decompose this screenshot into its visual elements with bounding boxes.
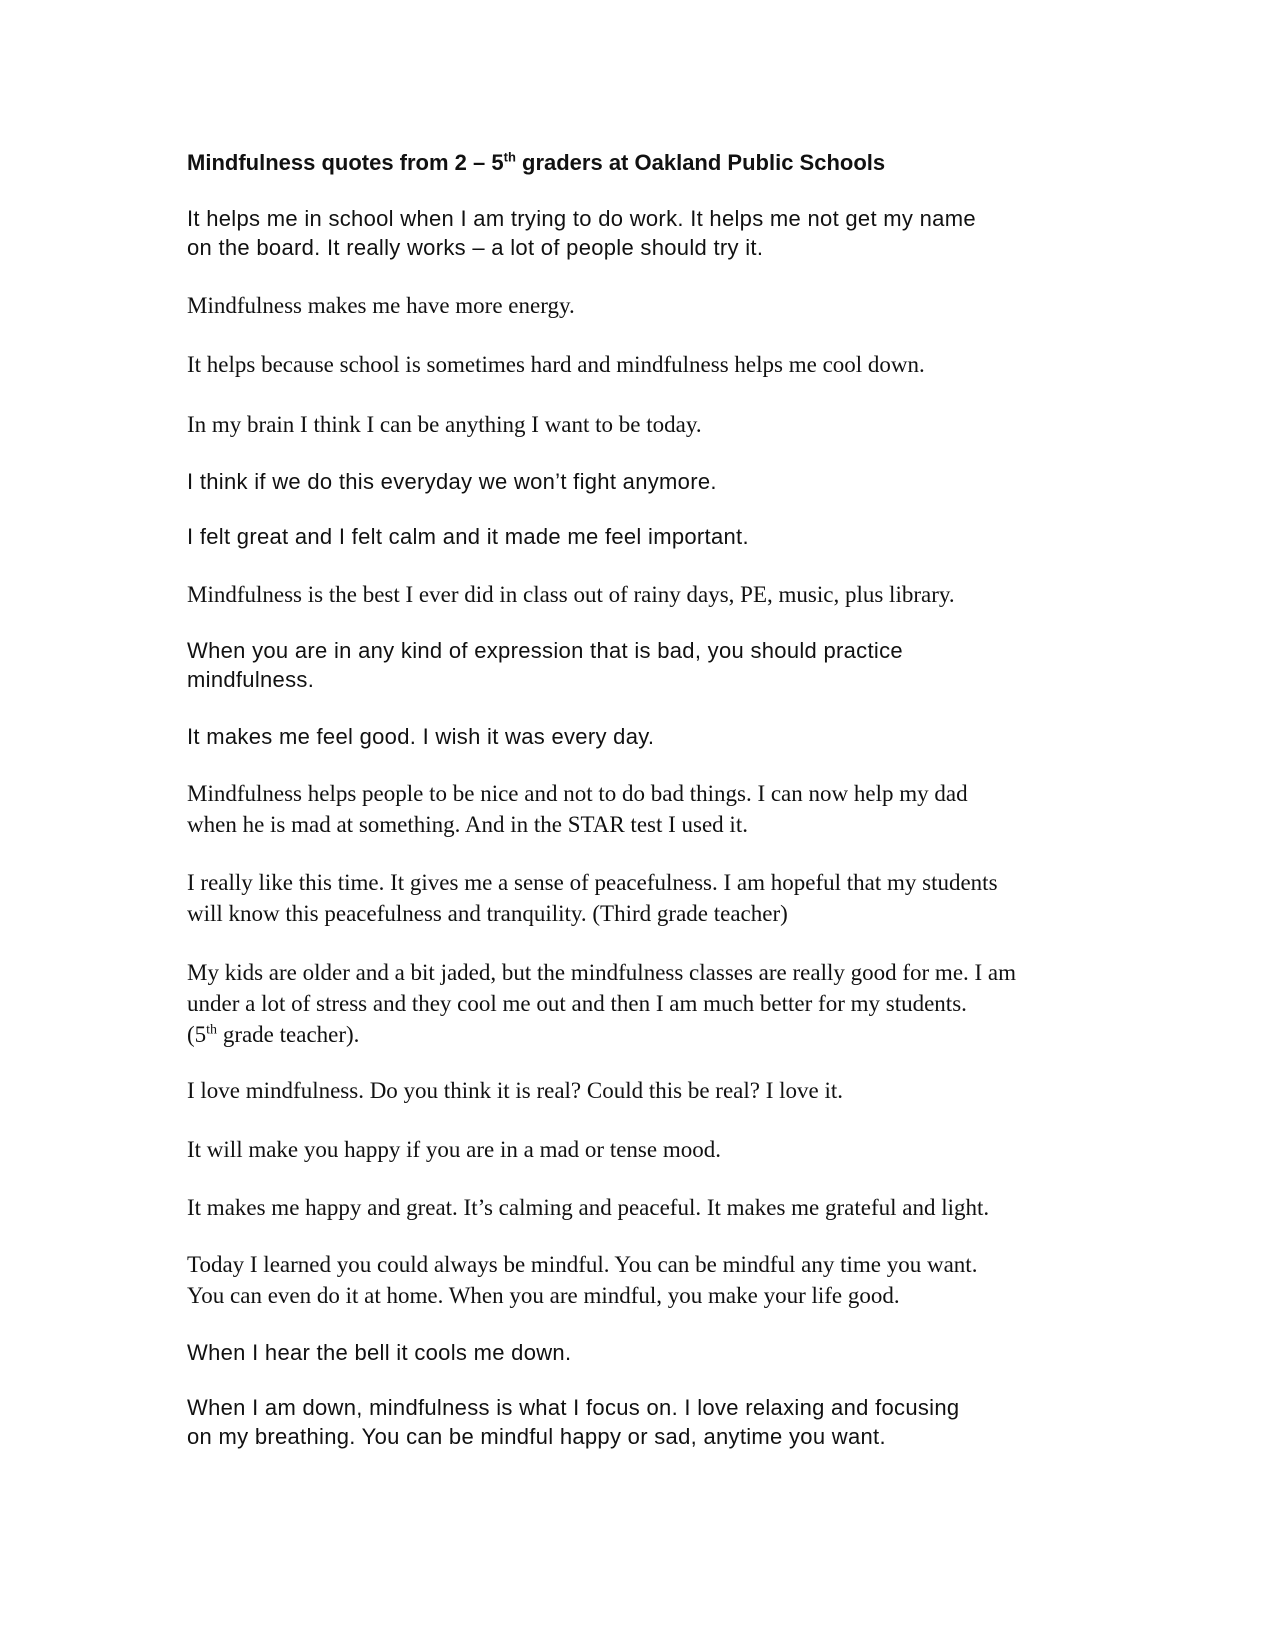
quote-14: It will make you happy if you are in a mad or tense mood. (187, 1137, 721, 1162)
quote-6: I felt great and I felt calm and it made me feel important. (187, 524, 749, 549)
quote-5: I think if we do this everyday we won’t fight anymore. (187, 469, 717, 494)
quote-11: I really like this time. It gives me a sense of peacefulness. I am hopeful that my students will know this peacefulness and tranquility. (Third grade teacher) (187, 870, 998, 926)
quote-4: In my brain I think I can be anything I want to be today. (187, 412, 702, 437)
quote-7: Mindfulness is the best I ever did in class out of rainy days, PE, music, plus library. (187, 582, 955, 607)
document-title: Mindfulness quotes from 2 – 5th graders at Oakland Public Schools (187, 149, 886, 175)
quote-3: It helps because school is sometimes hard and mindfulness helps me cool down. (187, 352, 925, 377)
quote-12: My kids are older and a bit jaded, but the mindfulness classes are really good for me. I am under a lot of stress and they cool me out and then I am much better for my students. (5th grade teacher). (187, 960, 1017, 1047)
quote-9: It makes me feel good. I wish it was every day. (187, 724, 655, 749)
quote-15: It makes me happy and great. It’s calming and peaceful. It makes me grateful and light. (187, 1195, 990, 1220)
quote-10: Mindfulness helps people to be nice and not to do bad things. I can now help my dad when he is mad at something. And in the STAR test I used it. (187, 781, 968, 837)
quote-13: I love mindfulness. Do you think it is real? Could this be real? I love it. (187, 1078, 844, 1103)
quote-8: When you are in any kind of expression that is bad, you should practice mindfulness. (187, 638, 903, 692)
quote-18: When I am down, mindfulness is what I focus on. I love relaxing and focusing on my breathing. You can be mindful happy or sad, anytime you want. (187, 1395, 960, 1449)
quote-1: It helps me in school when I am trying to do work. It helps me not get my name on the board. It really works – a lot of people should try it. (187, 206, 976, 260)
quote-16: Today I learned you could always be mindful. You can be mindful any time you want. You can even do it at home. When you are mindful, you make your life good. (187, 1252, 978, 1308)
quote-17: When I hear the bell it cools me down. (187, 1340, 572, 1365)
quote-2: Mindfulness makes me have more energy. (187, 293, 575, 318)
